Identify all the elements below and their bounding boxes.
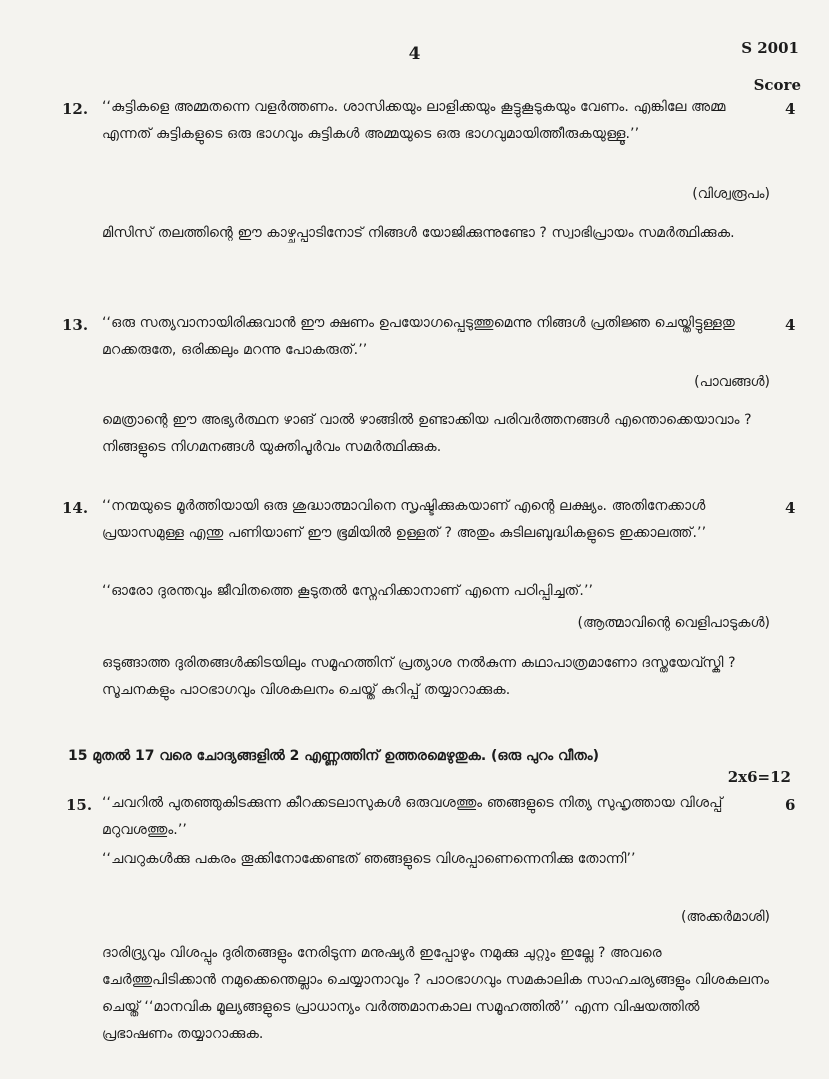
question-13-text: മെത്രാന്റെ ഈ അഭ്യർത്ഥന ഴാങ് വാൽ ഴാങ്ങിൽ ഉണ്ടാക്കിയ പരിവർത്തനങ്ങൾ എന്തൊക്കെയാവാം ? നിങ്ങളുടെ നിഗമനങ്ങൾ യുക്തിപൂർവം സമർത്ഥിക്കുക.	[102, 412, 752, 455]
question-15-quote-2: ‘‘ചവറുകൾക്കു പകരം തൂക്കിനോക്കേണ്ടത് ഞങ്ങളുടെ വിശപ്പാണെന്നെനിക്കു തോന്നി’’	[102, 851, 636, 867]
question-12-text: മിസിസ് തലത്തിന്റെ ഈ കാഴ്ചപ്പാടിനോട് നിങ്ങൾ യോജിക്കുന്നുണ്ടോ ? സ്വാഭിപ്രായം സമർത്ഥിക്കുക.	[102, 225, 735, 241]
question-14-marks: 4	[785, 499, 796, 517]
question-15-marks: 6	[785, 796, 796, 814]
question-12-source: (വിശ്വരൂപം)	[692, 186, 770, 202]
question-14-number: 14.	[62, 499, 89, 517]
paper-code: S 2001	[741, 39, 799, 57]
question-15-quote-1: ‘‘ചവറിൽ പുതഞ്ഞുകിടക്കുന്ന കീറക്കടലാസുകൾ ഒരുവശത്തും ഞങ്ങളുടെ നിത്യ സുഹൃത്തായ വിശപ്പ് മറുവശത്തും.’’	[102, 795, 723, 838]
question-15-number: 15.	[66, 796, 93, 814]
section-marks: 2x6=12	[727, 768, 791, 786]
page-number: 4	[408, 44, 421, 64]
section-instruction: 15 മുതൽ 17 വരെ ചോദ്യങ്ങളിൽ 2 എണ്ണത്തിന് ഉത്തരമെഴുതുക. (ഒരു പുറം വീതം)	[68, 748, 599, 764]
question-13-quote: ‘‘ഒരു സത്യവാനായിരിക്കുവാൻ ഈ ക്ഷണം ഉപയോഗപ്പെടുത്തുമെന്നു നിങ്ങൾ പ്രതിജ്ഞ ചെയ്തിട്ടുള്ളതു മറക്കരുതേ, ഒരിക്കലും മറന്നു പോകരുത്.’’	[102, 315, 735, 358]
question-15-text: ദാരിദ്ര്യവും വിശപ്പും ദുരിതങ്ങളും നേരിടുന്ന മനുഷ്യർ ഇപ്പോഴും നമുക്കു ചുറ്റും ഇല്ലേ ? അവരെ ചേർത്തുപിടിക്കാൻ നമുക്കെന്തെല്ലാം ചെയ്യാനാവും ? പാഠഭാഗവും സമകാലിക സാഹചര്യങ്ങളും വിശകലനം ചെയ്ത് ‘‘മാനവിക മൂല്യങ്ങളുടെ പ്രാധാന്യം വർത്തമാനകാല സമൂഹത്തിൽ’’ എന്ന വിഷയത്തിൽ പ്രഭാഷണം തയ്യാറാക്കുക.	[102, 945, 770, 1042]
question-14-text: ഒടുങ്ങാത്ത ദുരിതങ്ങൾക്കിടയിലും സമൂഹത്തിന് പ്രത്യാശ നൽകുന്ന കഥാപാത്രമാണോ ദസ്തയേവ്സ്കി ? സൂചനകളും പാഠഭാഗവും വിശകലനം ചെയ്ത് കുറിപ്പ് തയ്യാറാക്കുക.	[102, 655, 736, 698]
question-14-quote-2: ‘‘ഓരോ ദുരന്തവും ജീവിതത്തെ കൂടുതൽ സ്നേഹിക്കാനാണ് എന്നെ പഠിപ്പിച്ചത്.’’	[102, 583, 594, 599]
question-12-marks: 4	[785, 100, 796, 118]
score-label: Score	[753, 76, 801, 94]
question-13-source: (പാവങ്ങൾ)	[694, 374, 770, 390]
question-13-number: 13.	[62, 316, 89, 334]
question-12-quote: ‘‘കുട്ടികളെ അമ്മതന്നെ വളർത്തണം. ശാസിക്കയും ലാളിക്കയും കൂട്ടുകൂടുകയും വേണം. എങ്കിലേ അമ്മ എന്നത് കുട്ടികളുടെ ഒരു ഭാഗവും കുട്ടികൾ അമ്മയുടെ ഒരു ഭാഗവുമായിത്തീരുകയുള്ളൂ.’’	[102, 99, 726, 142]
question-14-source: (ആത്മാവിന്റെ വെളിപാടുകൾ)	[577, 615, 770, 631]
question-13-marks: 4	[785, 316, 796, 334]
question-12-number: 12.	[62, 100, 89, 118]
question-15-source: (അക്കർമാശി)	[681, 909, 770, 925]
question-14-quote-1: ‘‘നന്മയുടെ മൂർത്തിയായി ഒരു ശുദ്ധാത്മാവിനെ സൃഷ്ടിക്കുകയാണ് എന്റെ ലക്ഷ്യം. അതിനേക്കാൾ പ്രയാസമുള്ള എന്തു പണിയാണ് ഈ ഭൂമിയിൽ ഉള്ളത് ? അതും കുടിലബുദ്ധികളുടെ ഇക്കാലത്ത്.’’	[102, 498, 707, 541]
